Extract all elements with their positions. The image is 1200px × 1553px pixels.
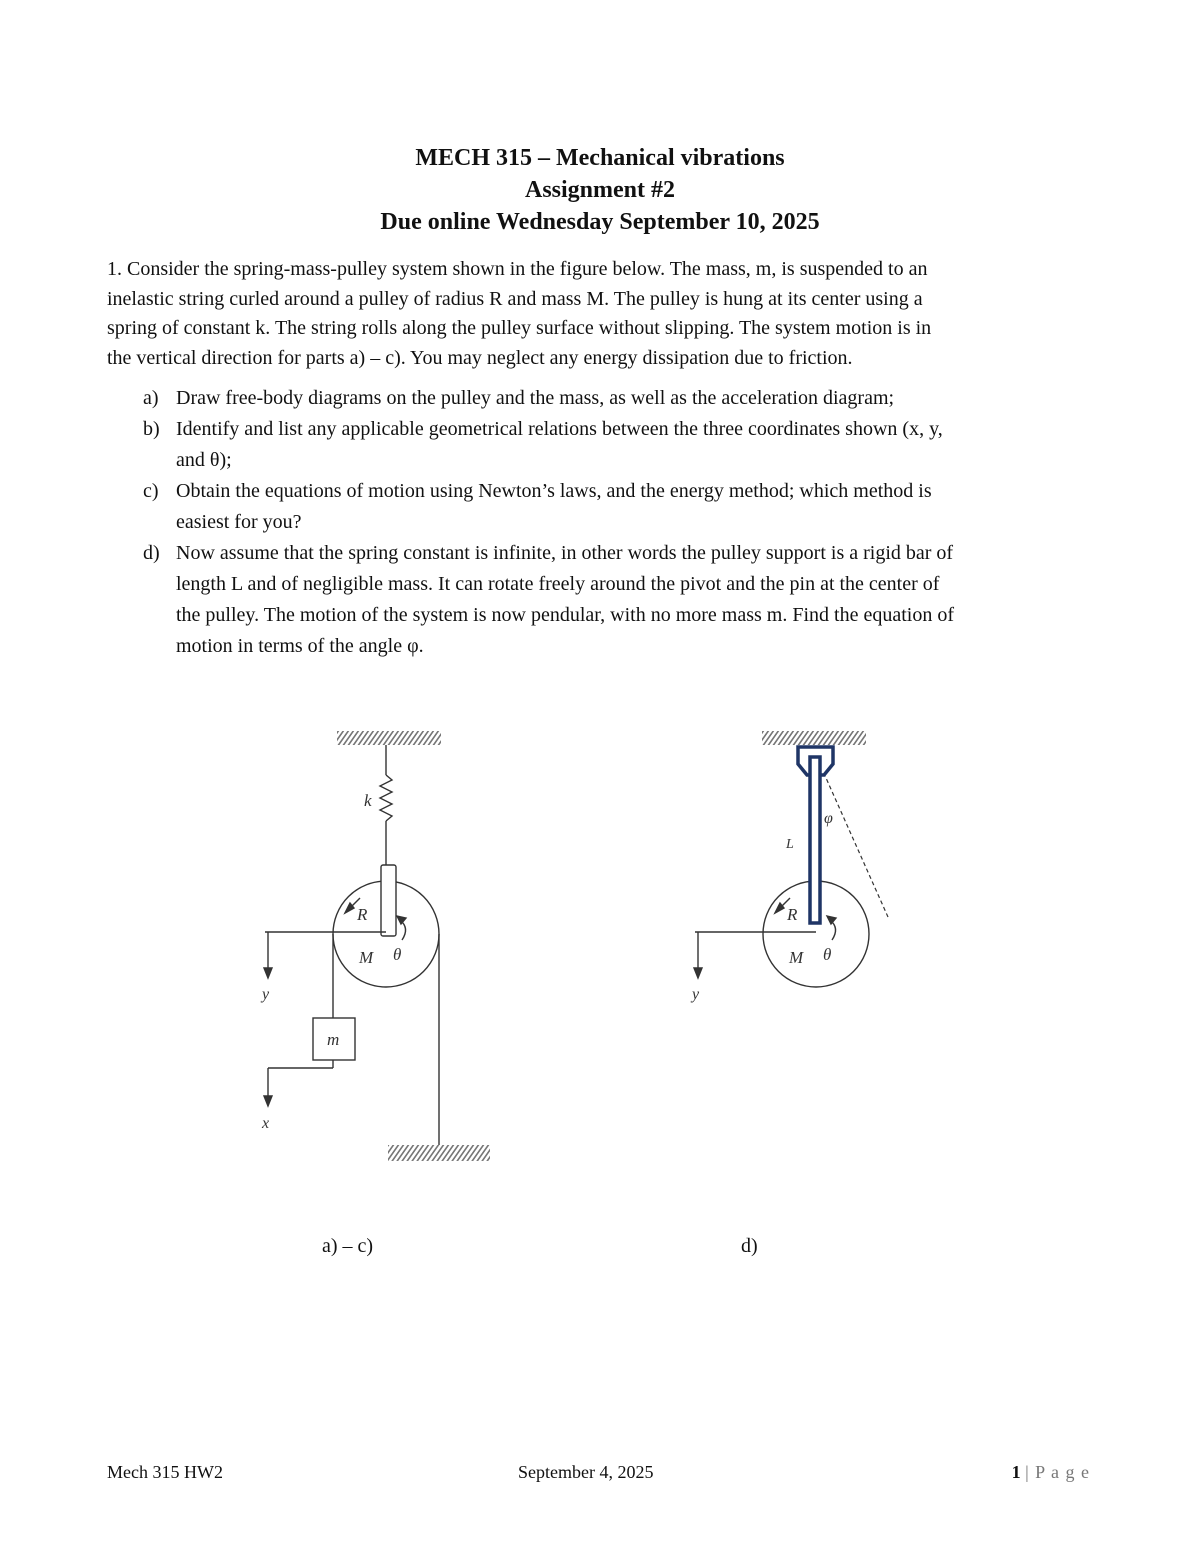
label-theta: θ [823, 945, 832, 964]
ceiling-support [762, 731, 866, 745]
label-R: R [787, 905, 798, 924]
item-label: d) [143, 542, 160, 564]
item-line: length L and of negligible mass. It can rotate freely around the pivot and the pin at the center of [176, 573, 940, 595]
footer-date: September 4, 2025 [518, 1462, 654, 1482]
problem-intro [107, 255, 1107, 373]
page-number: 1 [1011, 1462, 1021, 1482]
item-line: motion in terms of the angle φ. [176, 635, 424, 657]
item-line: Draw free-body diagrams on the pulley and the mass, as well as the acceleration diagram; [176, 387, 895, 409]
item-line: Identify and list any applicable geometrical relations between the three coordinates shown (x, y, [176, 418, 943, 440]
swing-angle-line [818, 760, 888, 917]
label-y: y [262, 986, 270, 1003]
label-theta: θ [393, 945, 402, 964]
due-date: Due online Wednesday September 10, 2025 [380, 209, 820, 235]
label-m: m [327, 1030, 340, 1049]
pulley-hanger [381, 865, 396, 936]
assignment-title: Assignment #2 [524, 177, 675, 203]
ceiling-support [337, 731, 441, 745]
item-line: Now assume that the spring constant is infinite, in other words the pulley support is a rigid bar of [176, 542, 954, 564]
figure-pendulum-pulley [670, 720, 910, 1020]
footer-page [1012, 1462, 1090, 1483]
item-label: a) [143, 387, 159, 409]
label-y: y [692, 986, 700, 1003]
intro-line: the vertical direction for parts a) – c). You may neglect any energy dissipation due to friction. [107, 346, 853, 369]
item-label: b) [143, 418, 160, 440]
intro-line: 1. Consider the spring-mass-pulley system shown in the figure below. The mass, m, is suspended to an [107, 258, 928, 280]
page-label: | P a g e [1025, 1462, 1090, 1482]
label-L: L [786, 837, 794, 852]
item-line: easiest for you? [176, 511, 302, 533]
figure2-caption: d) [741, 1235, 758, 1257]
label-M: M [789, 948, 804, 967]
item-label: c) [143, 480, 159, 502]
course-title: MECH 315 – Mechanical vibrations [415, 145, 785, 171]
spring [380, 775, 392, 821]
figure-spring-mass-pulley [240, 720, 510, 1180]
label-R: R [357, 905, 368, 924]
label-x: x [262, 1115, 270, 1132]
item-line: Obtain the equations of motion using Newton’s laws, and the energy method; which method is [176, 480, 932, 502]
floor-support [388, 1145, 490, 1161]
figure1-caption: a) – c) [322, 1235, 374, 1257]
label-k: k [364, 791, 372, 810]
rigid-bar [810, 757, 820, 923]
label-phi: φ [824, 810, 833, 827]
item-line: and θ); [176, 449, 232, 471]
item-line: the pulley. The motion of the system is now pendular, with no more mass m. Find the equation of [176, 604, 954, 626]
footer-course: Mech 315 HW2 [107, 1462, 223, 1482]
label-M: M [359, 948, 374, 967]
intro-line: inelastic string curled around a pulley of radius R and mass M. The pulley is hung at its center using a [107, 287, 923, 310]
intro-line: spring of constant k. The string rolls along the pulley surface without slipping. The system motion is in [107, 317, 932, 339]
